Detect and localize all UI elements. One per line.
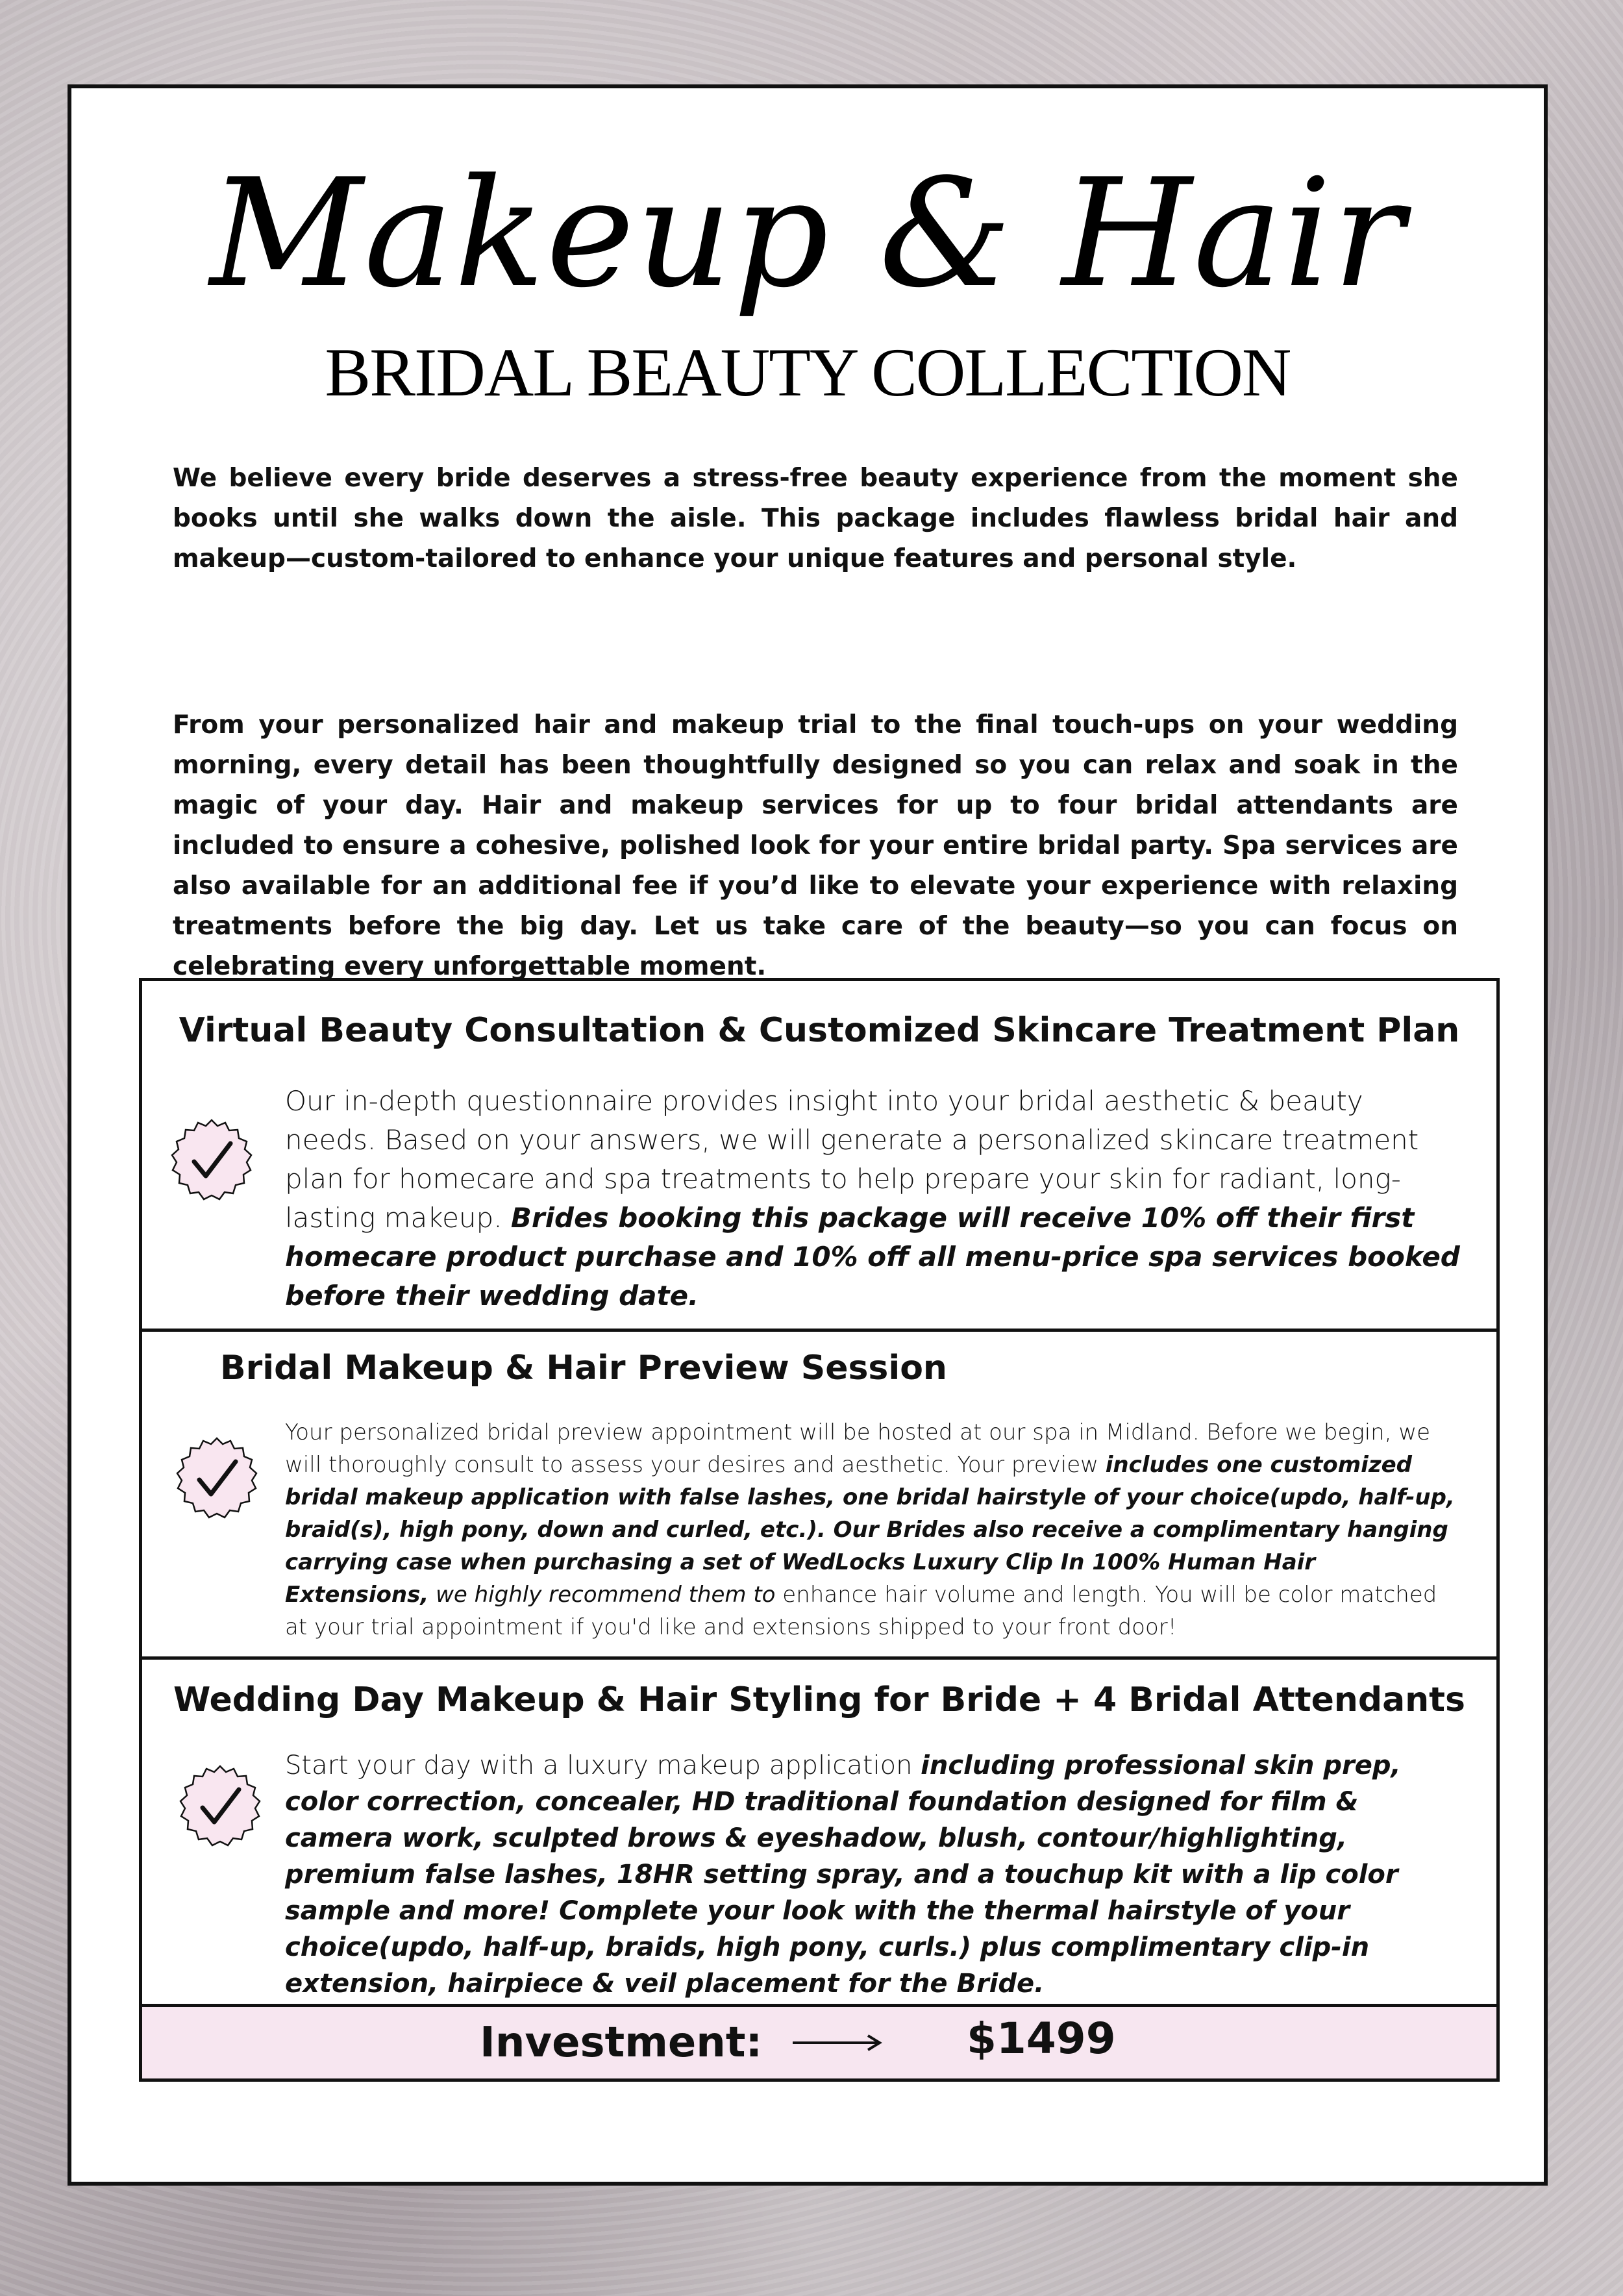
section-body-text: Start your day with a luxury makeup application	[285, 1751, 921, 1780]
section-virtual-consultation	[142, 981, 1496, 1332]
script-title: Makeup & Hair	[210, 147, 1406, 321]
section-title: Virtual Beauty Consultation & Customized Skincare Treatment Plan	[179, 1011, 1460, 1050]
package-box	[139, 978, 1500, 2082]
section-body-text: Our in-depth questionnaire provides insight into your bridal aesthetic & beauty needs. Based on your answers, we will generate a personalized skincare treatment plan for homecare and spa treatments to help prepare your skin for radiant, long-lasting makeup.	[285, 1085, 1419, 1234]
investment-row	[142, 2007, 1496, 2078]
investment-label: Investment:	[480, 2019, 763, 2067]
long-arrow-right-icon	[791, 2033, 882, 2053]
section-title: Wedding Day Makeup & Hair Styling for Bride + 4 Bridal Attendants	[173, 1680, 1465, 1719]
checkmark-badge-icon	[168, 1429, 266, 1527]
section-body-emphasis: including professional skin prep, color correction, concealer, HD traditional foundation designed for film & camera work, sculpted brows & eyeshadow, blush, contour/highlighting, premium false lashes, 18HR setting spray, and a touchup kit with a lip color sample and more! Complete your look with the thermal hairstyle of your choice(updo, half-up, braids, high pony, curls.) plus complimentary clip-in extension, hairpiece & veil placement for the Bride.	[285, 1751, 1401, 1999]
investment-price: $1499	[967, 2014, 1116, 2064]
section-body	[285, 1082, 1460, 1316]
page-subtitle: BRIDAL BEAUTY COLLECTION	[325, 334, 1291, 410]
menu-page	[68, 84, 1548, 2186]
section-body-text-2: enhance hair volume and length. You will be color matched at your trial appointment if you'd like and extensions shipped to your front door!	[285, 1582, 1437, 1640]
checkmark-badge-icon	[163, 1111, 260, 1208]
section-body-emphasis: Brides booking this package will receive 10% off their first homecare product purchase and 10% off all menu-price spa services booked before their wedding date.	[285, 1202, 1460, 1312]
section-wedding-day	[142, 1660, 1496, 2007]
section-body-text: Your personalized bridal preview appointment will be hosted at our spa in Midland. Before we begin, we will thoroughly consult to assess your desires and aesthetic. Your preview	[285, 1419, 1431, 1478]
section-body-italic: we highly recommend them to	[428, 1582, 776, 1608]
section-title: Bridal Makeup & Hair Preview Session	[220, 1349, 947, 1388]
section-body	[285, 1416, 1460, 1643]
section-preview-session	[142, 1332, 1496, 1660]
intro-paragraph-2: From your personalized hair and makeup trial to the final touch-ups on your wedding morning, every detail has been thoughtfully designed so you can relax and soak in the magic of your day. Hair and makeup services for up to four bridal attendants are included to ensure a cohesive, polished look for your entire bridal party. Spa services are also available for an additional fee if you’d like to elevate your experience with relaxing treatments before the big day. Let us take care of the beauty—so you can focus on celebrating every unforgettable moment.	[173, 710, 1458, 981]
section-body	[285, 1747, 1460, 2002]
checkmark-badge-icon	[171, 1757, 269, 1854]
intro-paragraph-1: We believe every bride deserves a stress-free beauty experience from the moment she books until she walks down the aisle. This package includes flawless bridal hair and makeup—custom-tailored to enhance your unique features and personal style.	[173, 464, 1458, 573]
section-body-emphasis: includes one customized bridal makeup application with false lashes, one bridal hairstyle of your choice(updo, half-up, braid(s), high pony, down and curled, etc.). Our Brides also receive a complimentary hanging carrying case when purchasing a set of WedLocks Luxury Clip In 100% Human Hair Extensions,	[285, 1452, 1455, 1608]
